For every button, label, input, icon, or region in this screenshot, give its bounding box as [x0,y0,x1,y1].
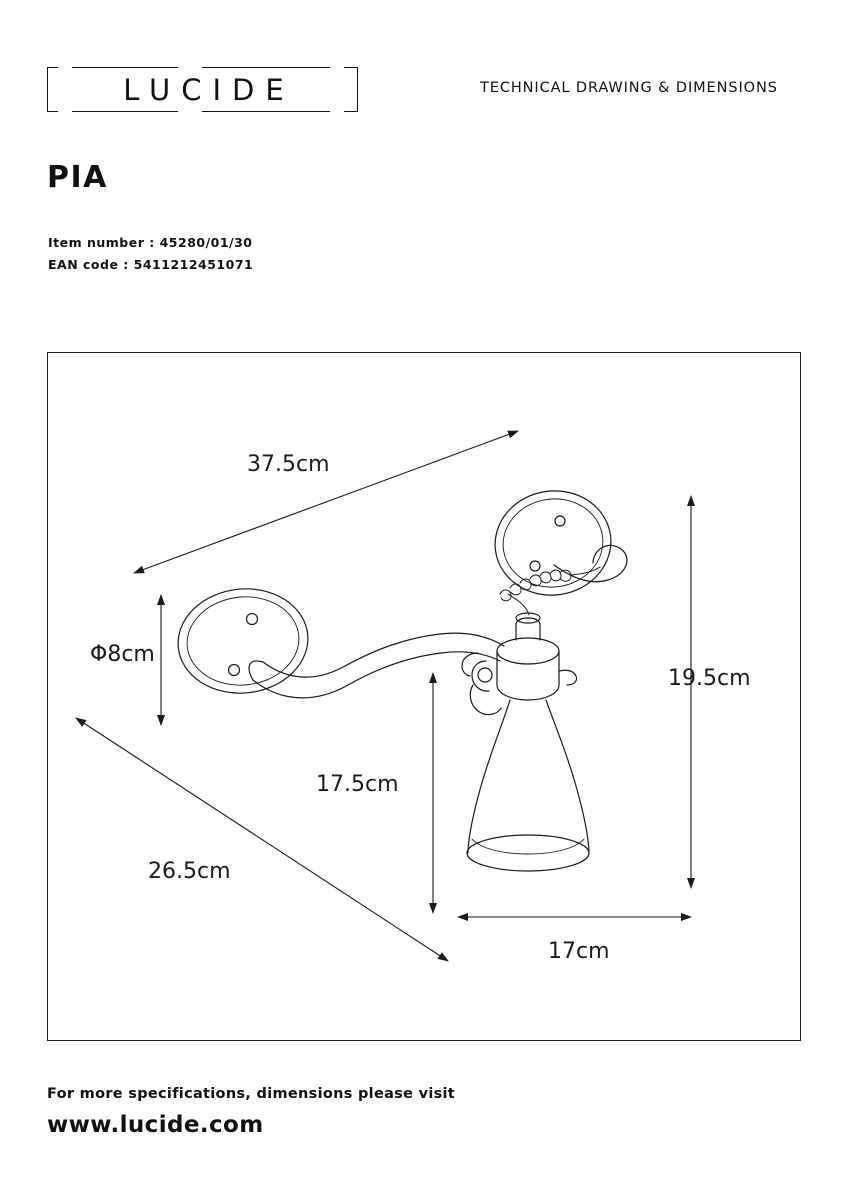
technical-drawing [48,353,800,1040]
dimension-label-diagonal-top: 37.5cm [247,452,330,477]
page-title: PIA [47,160,108,195]
dimension-label-diameter-left: Φ8cm [90,642,155,667]
logo-text: LUCIDE [123,73,295,107]
footer-website[interactable]: www.lucide.com [47,1112,264,1138]
item-number: Item number : 45280/01/30 [48,235,253,250]
dimension-label-diagonal-bottom: 26.5cm [148,859,231,884]
dimension-label-height-right: 19.5cm [668,666,751,691]
header-caption: TECHNICAL DRAWING & DIMENSIONS [480,80,778,96]
drawing-frame [47,352,801,1041]
logo-frame-notch [58,108,72,115]
ean-code: EAN code : 5411212451071 [48,257,254,272]
logo-frame-notch [58,64,72,71]
logo-frame-notch [330,108,344,115]
lucide-logo [47,67,358,112]
logo-frame-notch [330,64,344,71]
footer-specifications-text: For more specifications, dimensions please visit [47,1086,456,1102]
dimension-label-drop-center: 17.5cm [316,772,399,797]
logo-frame-notch [178,64,202,71]
logo-frame-notch [178,108,202,115]
dimension-label-width-bottom: 17cm [548,939,610,964]
